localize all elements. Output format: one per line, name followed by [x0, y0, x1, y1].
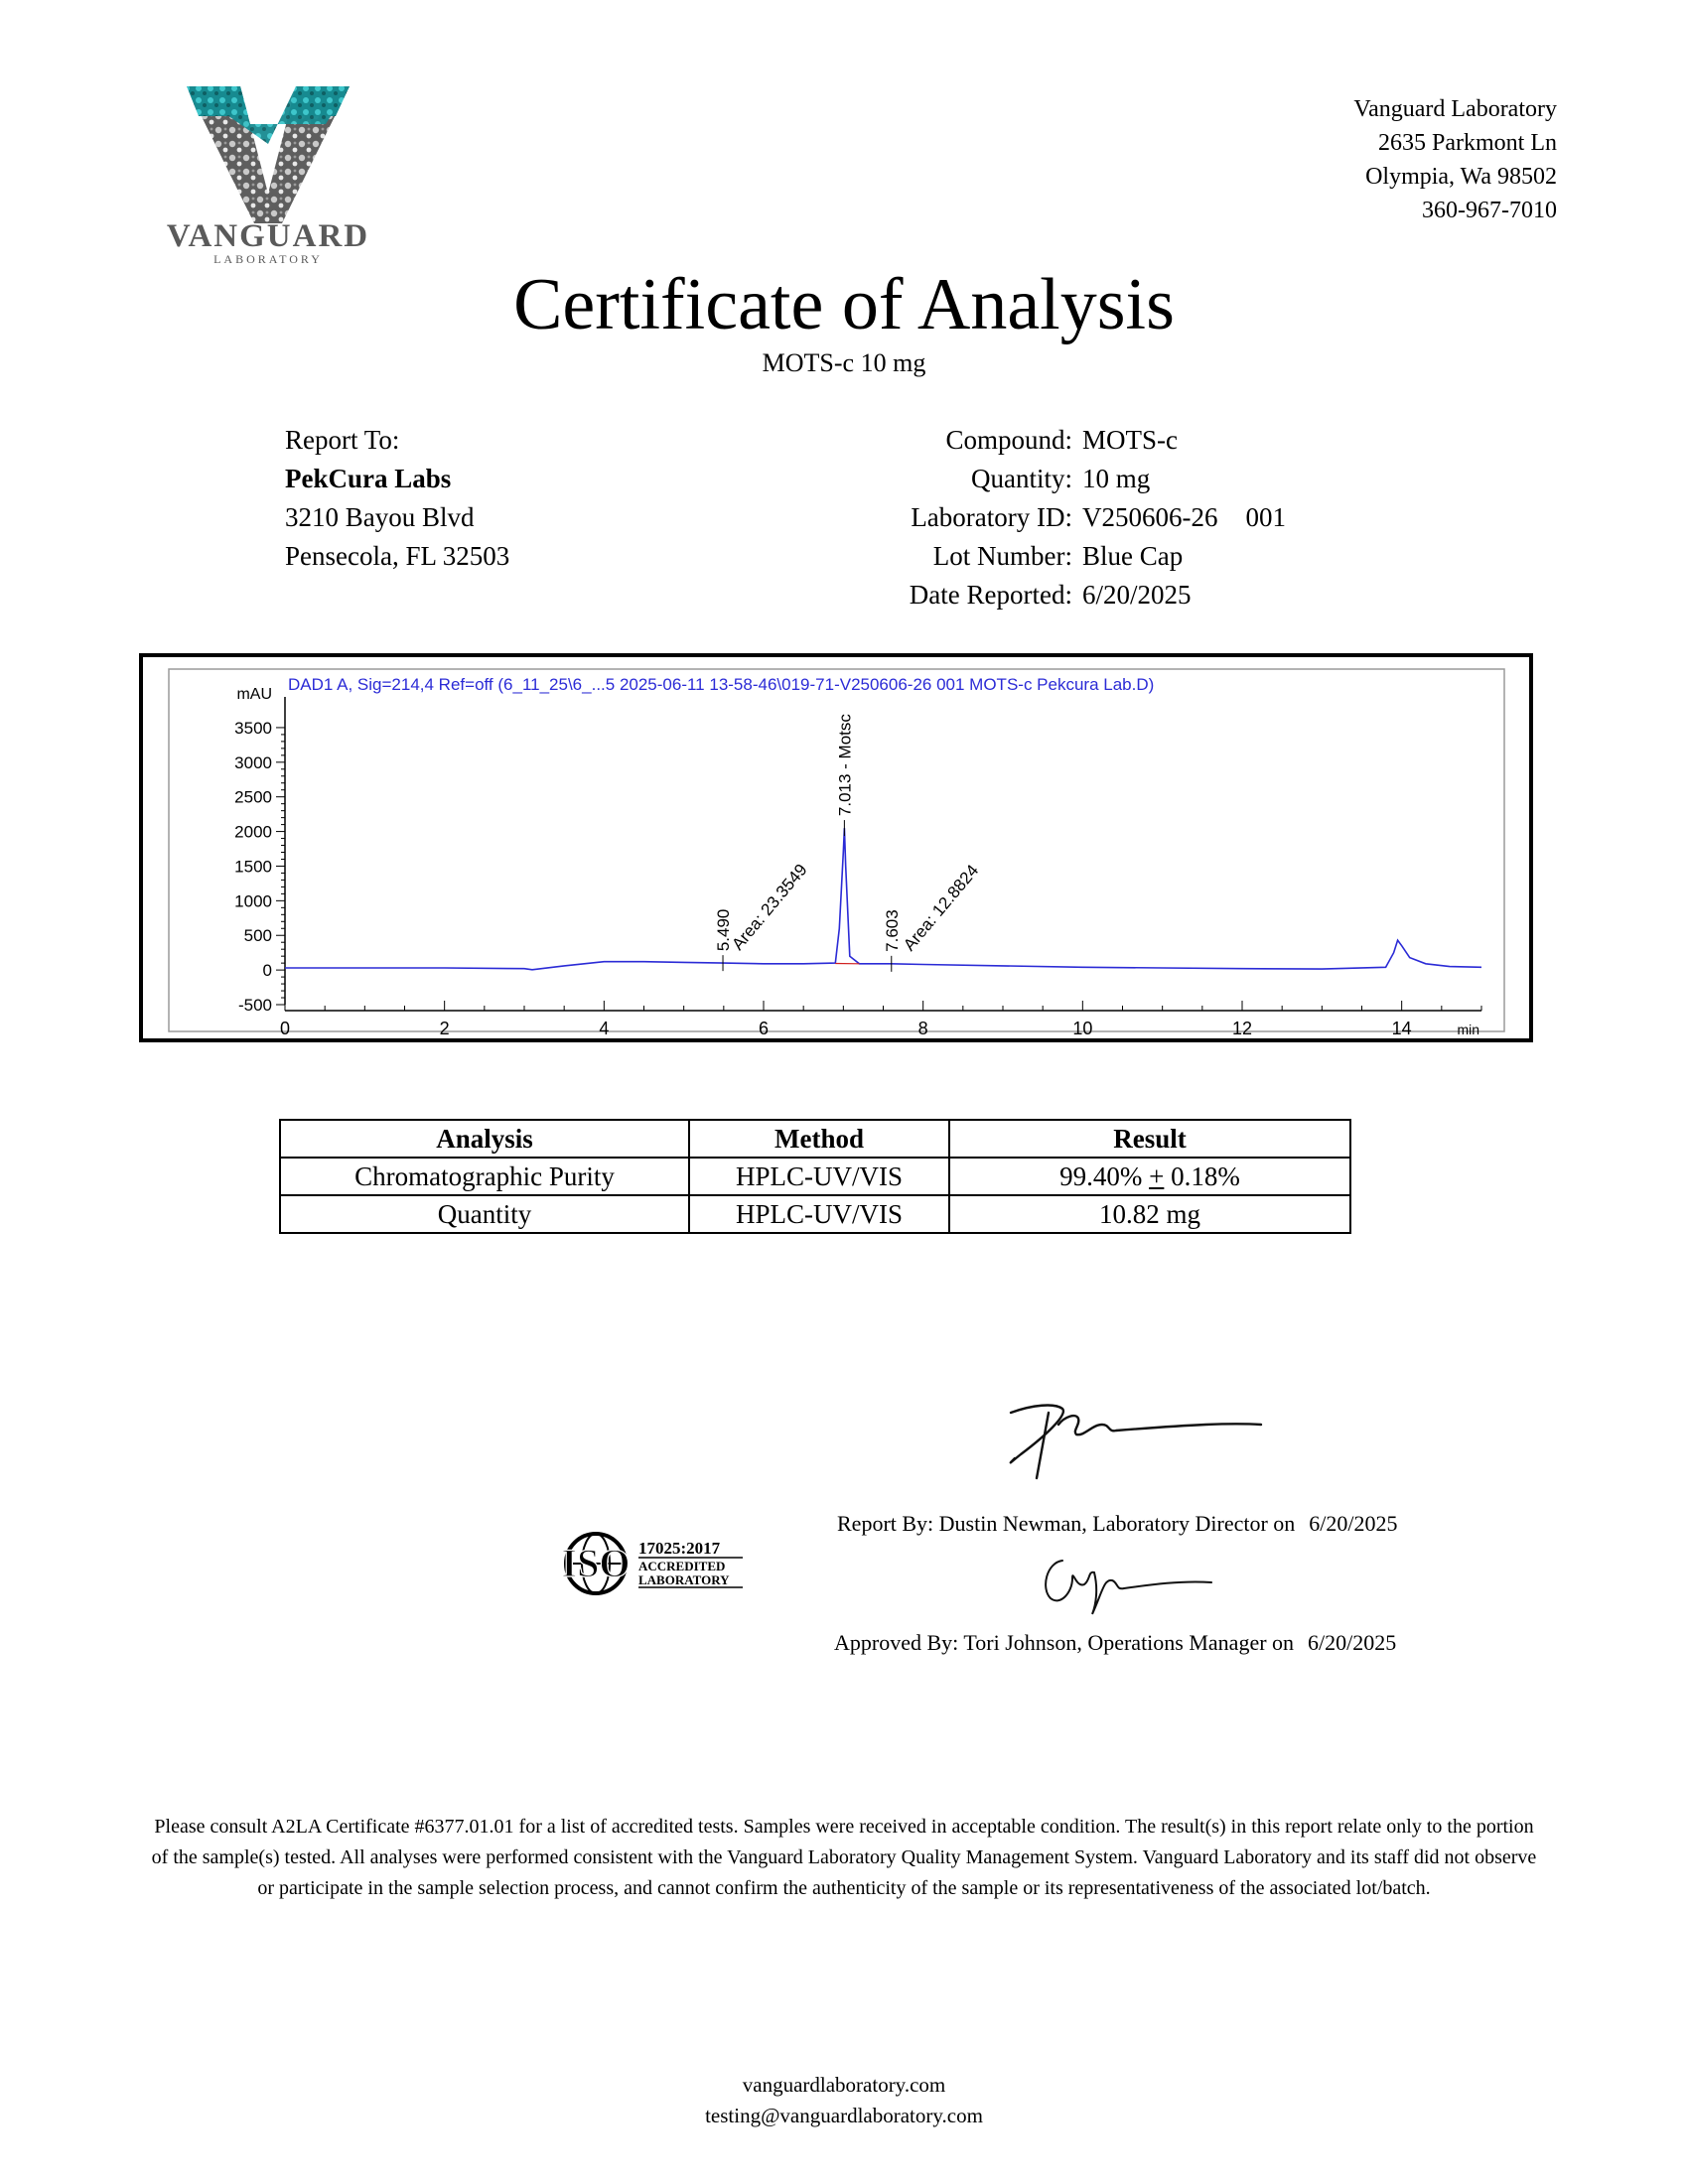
- lab-id-suffix: 001: [1245, 502, 1286, 532]
- report-to-block: [285, 421, 509, 576]
- header-method: Method: [689, 1120, 949, 1158]
- iso-big: ISO: [561, 1541, 631, 1585]
- x-tick-label: 10: [1072, 1019, 1093, 1038]
- results-table: [279, 1119, 1351, 1234]
- report-by-line: [837, 1509, 1398, 1539]
- result-tail: 0.18%: [1164, 1161, 1240, 1191]
- header-analysis: Analysis: [280, 1120, 689, 1158]
- client-company: PekCura Labs: [285, 464, 452, 493]
- lab-name: Vanguard Laboratory: [1353, 96, 1557, 122]
- lot-label: Lot Number:: [932, 541, 1072, 571]
- y-tick-label: 0: [262, 961, 272, 981]
- client-city: Pensecola, FL 32503: [285, 541, 510, 571]
- lab-id-label: Laboratory ID:: [911, 502, 1072, 532]
- cell-analysis: Chromatographic Purity: [280, 1158, 689, 1195]
- footer-website: vanguardlaboratory.com: [742, 2073, 946, 2097]
- approved-by-date: 6/20/2025: [1308, 1630, 1397, 1655]
- compound-label: Compound:: [945, 425, 1072, 455]
- x-axis-label: min: [1457, 1022, 1479, 1037]
- page-subtitle: MOTS-c 10 mg: [762, 348, 926, 377]
- y-tick-label: 1500: [234, 857, 272, 877]
- report-to-label: Report To:: [285, 425, 400, 455]
- cell-method: HPLC-UV/VIS: [689, 1195, 949, 1233]
- lab-id-value: V250606-26: [1082, 502, 1218, 532]
- result-main: 99.40%: [1059, 1161, 1150, 1191]
- x-tick-label: 8: [917, 1019, 928, 1038]
- director-signature: [993, 1395, 1281, 1484]
- report-by-text: Report By: Dustin Newman, Laboratory Director on: [837, 1511, 1296, 1536]
- chromatogram-chart: [143, 657, 1529, 1038]
- y-axis-label: mAU: [236, 686, 272, 703]
- date-value: 6/20/2025: [1082, 580, 1192, 610]
- iso-accredited: ACCREDITED: [638, 1559, 726, 1573]
- peak-label: 5.490: [714, 908, 734, 952]
- chromatogram: [139, 653, 1533, 1042]
- table-header-row: [280, 1120, 1350, 1158]
- iso-standard: 17025:2017: [638, 1539, 721, 1558]
- y-tick-label: 3500: [234, 718, 272, 738]
- peak-label: 7.603: [882, 909, 902, 952]
- lot-value: Blue Cap: [1082, 541, 1184, 571]
- logo-name: VANGUARD: [166, 218, 370, 254]
- manager-signature: [1033, 1549, 1221, 1618]
- y-tick-label: 1000: [234, 891, 272, 911]
- y-tick-label: 500: [243, 926, 272, 946]
- report-by-date: 6/20/2025: [1309, 1511, 1398, 1536]
- disclaimer-text: Please consult A2LA Certificate #6377.01.01 for a list of accredited tests. Samples were received in acceptable condition. The result(s) in this report relate only to the portion of the sample(s) tested. All analyses were performed consistent with the Vanguard Laboratory Quality Management System. Vanguard Laboratory and its staff did not observe or participate in the sample selection process, and cannot confirm the authenticity of the sample or its representativeness of the associated lot/batch.: [151, 1816, 1537, 1899]
- area-label: Area: 12.8824: [900, 861, 983, 955]
- footer: [0, 2070, 1688, 2131]
- page-title: Certificate of Analysis: [513, 264, 1175, 345]
- table-row: [280, 1158, 1350, 1195]
- area-label: Area: 23.3549: [728, 860, 811, 954]
- header-result: Result: [949, 1120, 1350, 1158]
- footer-email: testing@vanguardlaboratory.com: [705, 2104, 983, 2127]
- y-tick-label: 3000: [234, 752, 272, 772]
- y-tick-label: 2500: [234, 787, 272, 807]
- approved-by-text: Approved By: Tori Johnson, Operations Manager on: [834, 1630, 1295, 1655]
- cell-method: HPLC-UV/VIS: [689, 1158, 949, 1195]
- date-label: Date Reported:: [909, 580, 1072, 610]
- cell-result: [949, 1158, 1350, 1195]
- quantity-label: Quantity:: [971, 464, 1072, 493]
- client-street: 3210 Bayou Blvd: [285, 502, 475, 532]
- x-tick-label: 6: [758, 1019, 770, 1038]
- sample-info-block: [814, 421, 1286, 614]
- cell-result: 10.82 mg: [949, 1195, 1350, 1233]
- logo-sub: LABORATORY: [213, 252, 323, 266]
- plus-minus: +: [1149, 1161, 1165, 1191]
- compound-value: MOTS-c: [1082, 425, 1178, 455]
- lab-street: 2635 Parkmont Ln: [1378, 130, 1557, 156]
- table-row: [280, 1195, 1350, 1233]
- y-tick-label: 2000: [234, 822, 272, 842]
- x-tick-label: 14: [1391, 1019, 1412, 1038]
- x-tick-label: 4: [599, 1019, 610, 1038]
- x-tick-label: 12: [1231, 1019, 1253, 1038]
- company-logo: [159, 84, 377, 268]
- iso-laboratory: LABORATORY: [638, 1572, 730, 1587]
- y-tick-label: -500: [237, 996, 272, 1015]
- iso-accreditation-badge: [556, 1524, 755, 1603]
- quantity-value: 10 mg: [1082, 464, 1151, 493]
- x-tick-label: 0: [279, 1019, 291, 1038]
- approved-by-line: [834, 1628, 1396, 1658]
- cell-analysis: Quantity: [280, 1195, 689, 1233]
- chart-title: DAD1 A, Sig=214,4 Ref=off (6_11_25\6_...5 2025-06-11 13-58-46\019-71-V250606-26 001 MOTS-c Pekcura Lab.D): [288, 675, 1155, 694]
- lab-phone: 360-967-7010: [1422, 198, 1557, 223]
- lab-address: [1353, 92, 1557, 227]
- x-tick-label: 2: [439, 1019, 450, 1038]
- lab-city: Olympia, Wa 98502: [1365, 164, 1557, 190]
- peak-label: 7.013 - Motsc: [835, 714, 855, 817]
